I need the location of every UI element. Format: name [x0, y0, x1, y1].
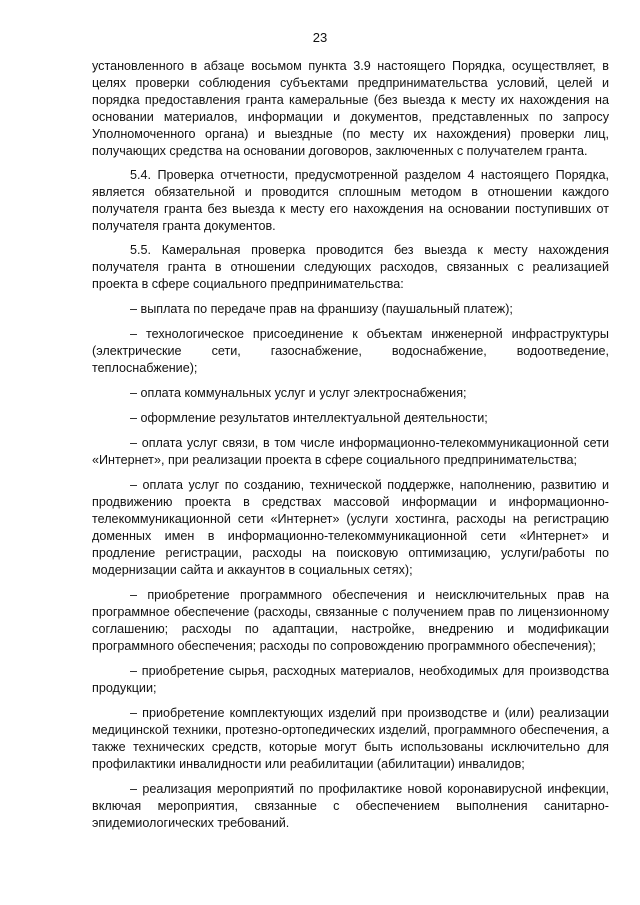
list-item-internet-promotion: – оплата услуг по созданию, технической поддержке, наполнению, развитию и продвижению проекта в средствах массовой информации и информационно-телекоммуникационной сети «Интернет» (услуги хостинга, расходы на регистрацию доменных имен в информационно-телекоммуникационной сети «Интернет» и продление регистрации, расходы на поисковую оптимизацию, услуги/работы по модернизации сайта и аккаунтов в социальных сетях);: [92, 478, 609, 577]
paragraph-5-5: 5.5. Камеральная проверка проводится без выезда к месту нахождения получателя гранта в отношении следующих расходов, связанных с реализацией проекта в сфере социального предпринимательства:: [92, 243, 609, 291]
paragraph-continuation: установленного в абзаце восьмом пункта 3.9 настоящего Порядка, осуществляет, в целях проверки соблюдения субъектами предпринимательства условий, целей и порядка предоставления гранта камеральные (без выезда к месту их нахождения на основании материалов, информации и документов, представленных по запросу Уполномоченного органа) и выездные (по месту их нахождения) проверки лиц, получающих средства на основании договоров, заключенных с получателем гранта.: [92, 59, 609, 158]
list-item-components: – приобретение комплектующих изделий при производстве и (или) реализации медицинской техники, протезно-ортопедических изделий, программного обеспечения, а также технических средств, которые могут быть использованы исключительно для профилактики инвалидности или реабилитации (абилитации) инвалидов;: [92, 706, 609, 771]
document-body: [92, 58, 609, 832]
list-item-raw-materials: – приобретение сырья, расходных материалов, необходимых для производства продукции;: [92, 664, 609, 695]
list-item-software: – приобретение программного обеспечения и неисключительных прав на программное обеспечение (расходы, связанные с получением прав по лицензионному соглашению; расходы по адаптации, настройке, внедрению и модификации программного обеспечения; расходы по сопровождению программного обеспечения);: [92, 588, 609, 653]
list-item-covid-prevention: – реализация мероприятий по профилактике новой коронавирусной инфекции, включая мероприятия, связанные с обеспечением выполнения санитарно-эпидемиологических требований.: [92, 782, 609, 830]
list-item-franchise: – выплата по передаче прав на франшизу (паушальный платеж);: [130, 302, 513, 316]
paragraph-5-4: 5.4. Проверка отчетности, предусмотренной разделом 4 настоящего Порядка, является обязательной и проводится сплошным методом в отношении каждого получателя гранта без выезда к месту его нахождения на основании поступивших от получателя гранта документов.: [92, 168, 609, 233]
list-item-communication: – оплата услуг связи, в том числе информационно-телекоммуникационной сети «Интернет», при реализации проекта в сфере социального предпринимательства;: [92, 436, 609, 467]
list-item-tech-connection: – технологическое присоединение к объектам инженерной инфраструктуры (электрические сети, газоснабжение, водоснабжение, водоотведение, теплоснабжение);: [92, 327, 609, 375]
page-number: 23: [312, 30, 328, 45]
list-item-intellectual-property: – оформление результатов интеллектуальной деятельности;: [130, 411, 488, 425]
list-item-utilities: – оплата коммунальных услуг и услуг электроснабжения;: [130, 386, 467, 400]
